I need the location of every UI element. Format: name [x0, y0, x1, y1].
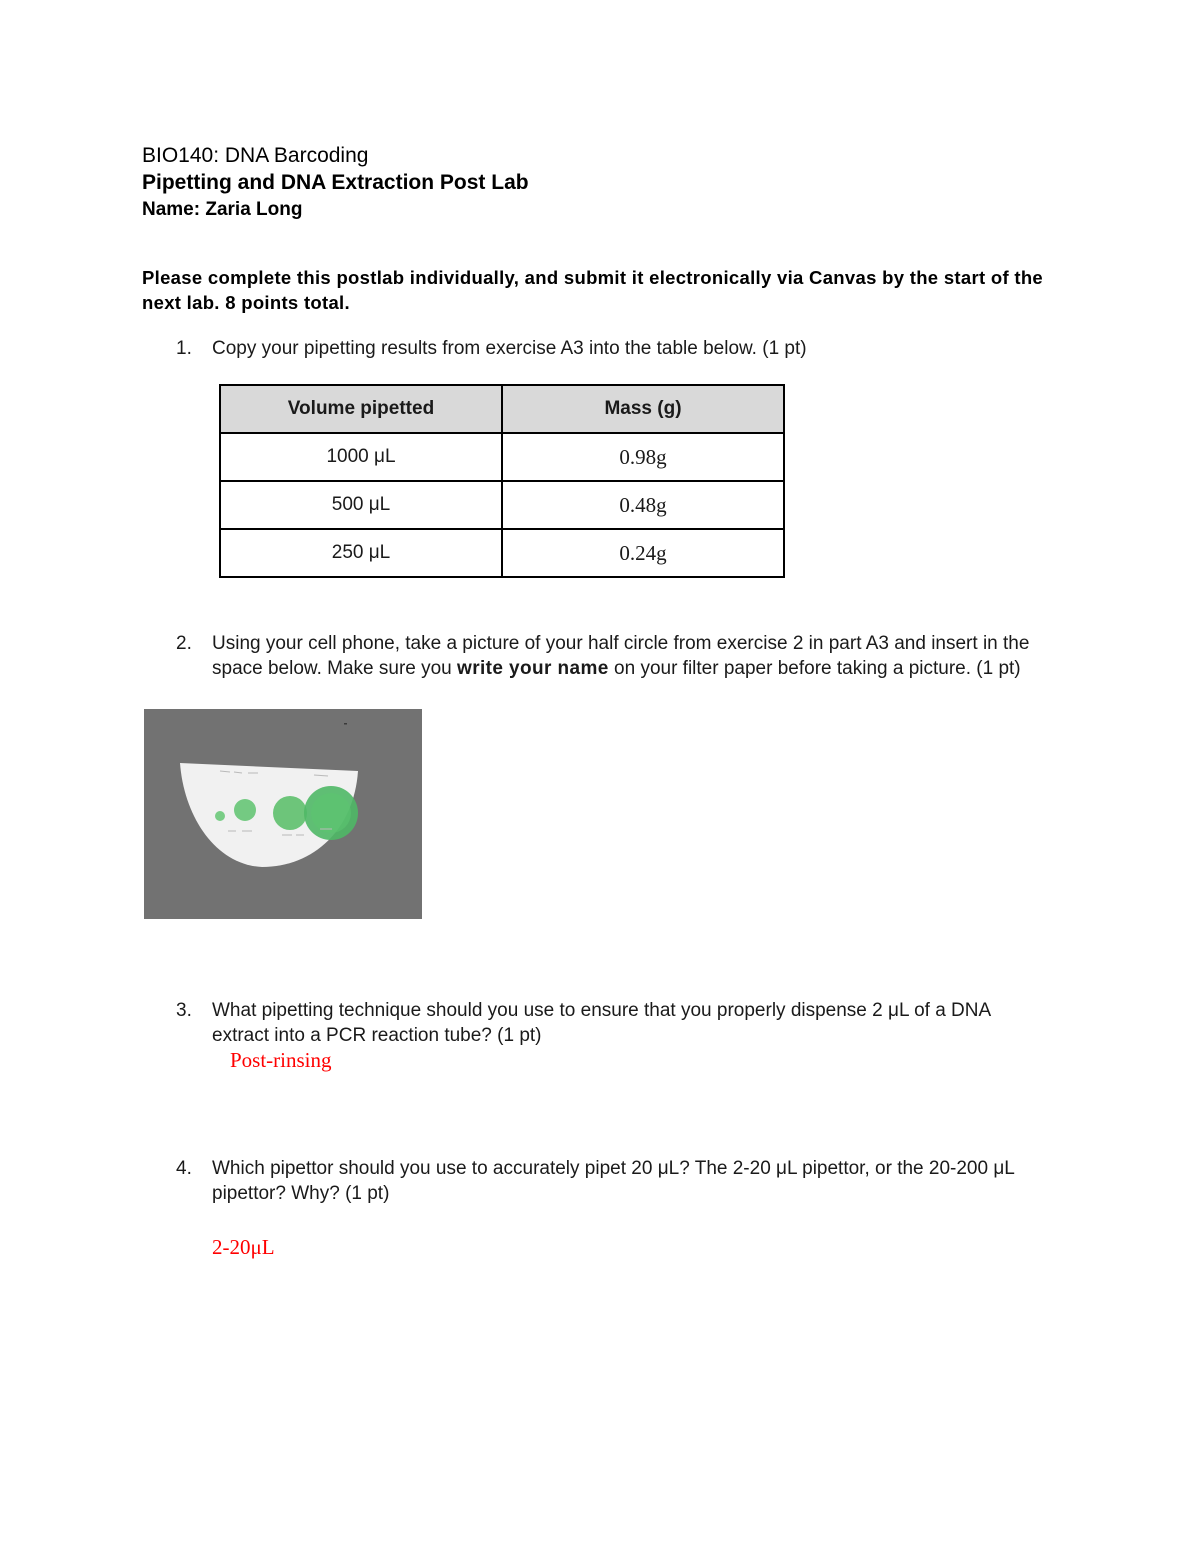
- header-mass: Mass (g): [502, 385, 784, 433]
- question-number: 1.: [176, 338, 192, 359]
- pipetting-results-table: [219, 384, 785, 578]
- question-number: 2.: [176, 633, 192, 654]
- lab-title: Pipetting and DNA Extraction Post Lab: [142, 171, 529, 194]
- filter-paper-photo: [144, 709, 422, 919]
- volume-cell: 1000 μL: [220, 433, 502, 481]
- question-number: 3.: [176, 1000, 192, 1021]
- photo-mark: [344, 723, 347, 725]
- question-text-part: Using your cell phone, take a picture of your half circle from exercise 2 in part A3 and insert in the space below. Make sure you: [212, 633, 1030, 679]
- question-text: [212, 631, 1052, 681]
- question-number: 4.: [176, 1158, 192, 1179]
- mass-cell: 0.48g: [502, 481, 784, 529]
- header-volume: Volume pipetted: [220, 385, 502, 433]
- question-text: Which pipettor should you use to accurately pipet 20 μL? The 2-20 μL pipettor, or the 20-200 μL pipettor? Why? (1 pt): [212, 1158, 1015, 1204]
- answer-3: Post-rinsing: [230, 1048, 332, 1072]
- table-row: [220, 529, 784, 577]
- question-text: What pipetting technique should you use to ensure that you properly dispense 2 μL of a DNA extract into a PCR reaction tube? (1 pt): [212, 1000, 991, 1046]
- table-row: [220, 481, 784, 529]
- spot-small: [234, 799, 256, 821]
- mass-cell: 0.24g: [502, 529, 784, 577]
- spot-large-inner: [311, 793, 351, 833]
- document-header: [142, 142, 529, 223]
- volume-cell: 500 μL: [220, 481, 502, 529]
- course-title: BIO140: DNA Barcoding: [142, 144, 369, 167]
- question-text-part: on your filter paper before taking a picture. (1 pt): [608, 658, 1021, 679]
- student-name: Name: Zaria Long: [142, 199, 303, 220]
- instructions: Please complete this postlab individually, and submit it electronically via Canvas by the start of the next lab. 8 points total.: [142, 267, 1044, 313]
- mass-cell: 0.98g: [502, 433, 784, 481]
- question-text: Copy your pipetting results from exercise A3 into the table below. (1 pt): [212, 338, 807, 359]
- spot-smallest: [215, 811, 225, 821]
- spot-medium: [273, 796, 307, 830]
- answer-4: 2-20μL: [212, 1235, 275, 1259]
- question-text-bold: write your name: [457, 658, 609, 679]
- table-header-row: [220, 385, 784, 433]
- table-row: [220, 433, 784, 481]
- volume-cell: 250 μL: [220, 529, 502, 577]
